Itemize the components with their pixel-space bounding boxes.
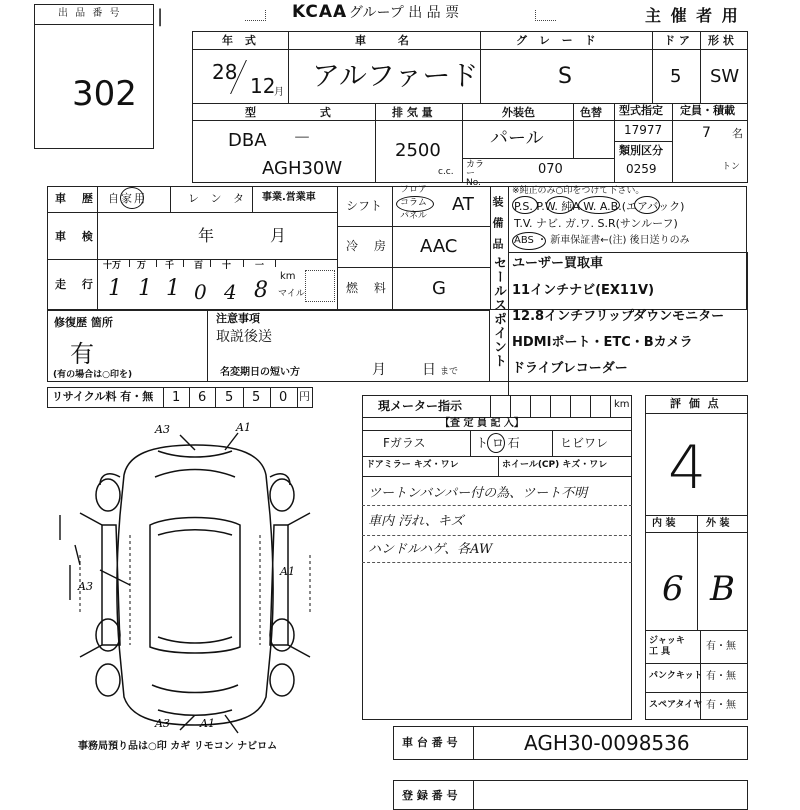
office-items: 事務局預り品は○印 カギ リモコン ナビロム	[78, 741, 278, 752]
interior-score: 6	[662, 569, 684, 609]
mileage-digit: 1	[108, 276, 122, 301]
shift-value: AT	[452, 194, 474, 215]
ac-value: AAC	[420, 236, 458, 257]
sales-point-item: HDMIポート・ETC・Bカメラ	[512, 335, 693, 350]
month-value: 12	[250, 74, 276, 98]
model-code: AGH30W	[262, 158, 343, 179]
mileage-digit: 1	[138, 276, 152, 301]
exterior-score: B	[710, 569, 735, 609]
damage-mark: A1	[200, 717, 215, 730]
year-value: 28	[212, 60, 238, 84]
color-code: 070	[538, 162, 563, 177]
color-value: パール	[490, 128, 544, 149]
sales-points-label: セールスポイント	[491, 256, 506, 368]
fuel-value: G	[432, 278, 446, 299]
body-value: SW	[710, 66, 740, 87]
grade-value: S	[558, 64, 572, 89]
mileage-digit: 8	[254, 278, 268, 303]
sales-point-item: 11インチナビ(EX11V)	[512, 283, 655, 298]
lot-number: 302	[72, 74, 137, 114]
sales-point-item: ユーザー買取車	[512, 256, 604, 271]
repair-value: 有	[70, 340, 94, 368]
notes-value: 取説後送	[216, 329, 272, 345]
damage-mark: A1	[280, 565, 295, 578]
inspector-comment: ツートンバンパー付の為、ツート不明	[368, 486, 588, 501]
doors-value: 5	[670, 66, 682, 87]
damage-mark: A3	[155, 423, 170, 436]
mileage-digit: 0	[194, 280, 207, 304]
mileage-digit: 1	[166, 276, 180, 301]
kcaa-logo: KCAA	[292, 2, 348, 22]
inspector-comment: 車内 汚れ、キズ	[368, 514, 464, 529]
sales-point-item: 12.8インチフリップダウンモニター	[512, 309, 725, 324]
damage-mark: A3	[155, 717, 170, 730]
chassis-number: AGH30-0098536	[524, 731, 690, 755]
sales-point-item: ドライブレコーダー	[512, 361, 628, 376]
category-value: 0259	[626, 162, 657, 176]
mileage-digit: 4	[224, 280, 237, 304]
lot-label: 出 品 番 号	[58, 8, 122, 19]
inspector-comment: ハンドルハゲ、各AW	[368, 542, 493, 557]
capacity-value: 7	[702, 125, 711, 141]
damage-mark: A3	[78, 580, 93, 593]
type-designation: 17977	[624, 123, 663, 137]
car-damage-diagram	[40, 415, 350, 740]
slip-title: . グループ 出 品 票	[340, 5, 460, 21]
car-name: アルファード	[312, 59, 479, 92]
model-prefix: DBA	[228, 130, 267, 151]
organizer-label: 主 催 者 用	[645, 6, 740, 25]
damage-mark: A1	[236, 421, 251, 434]
overall-score: 4	[668, 433, 707, 503]
displacement-value: 2500	[395, 140, 441, 161]
